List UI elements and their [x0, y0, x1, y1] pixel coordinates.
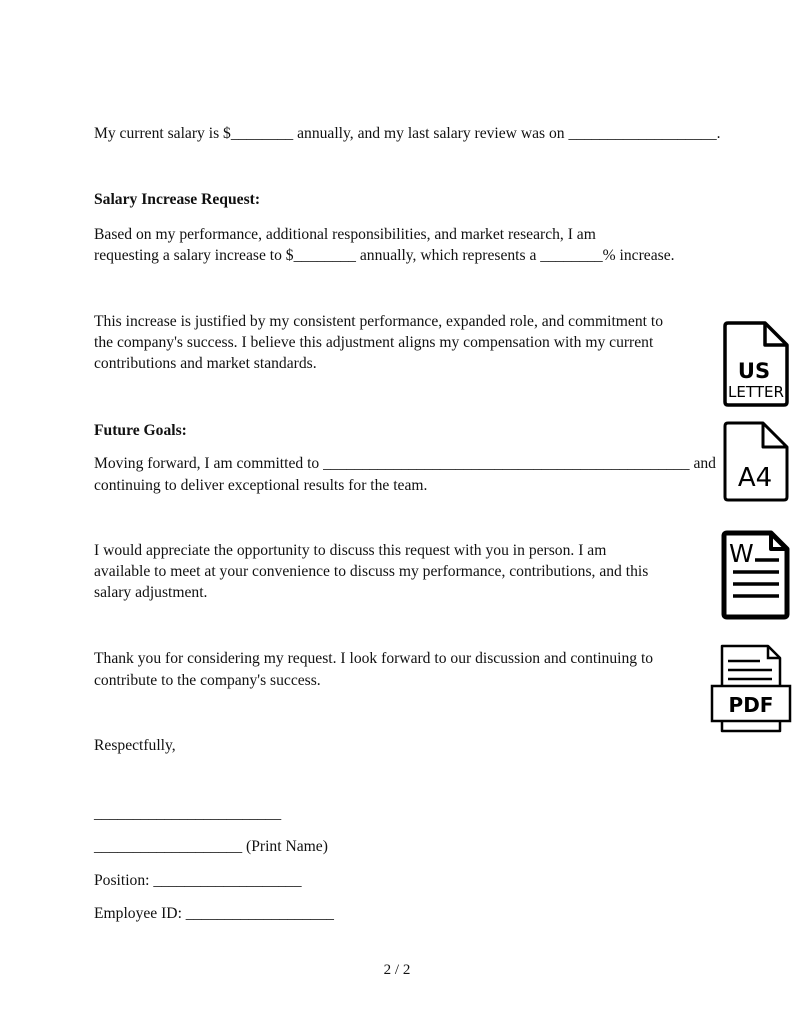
future-goals-line: Moving forward, I am committed to _______________________________________________ and	[94, 455, 716, 472]
salary-request-heading: Salary Increase Request:	[94, 191, 261, 208]
request-line: requesting a salary increase to $________ annually, which represents a ________% increase.	[94, 247, 675, 264]
print-name-line: ___________________ (Print Name)	[94, 838, 328, 855]
thanks-line: Thank you for considering my request. I look forward to our discussion and continuing to	[94, 650, 654, 667]
svg-text:A4: A4	[737, 463, 773, 493]
meeting-line: salary adjustment.	[94, 584, 208, 601]
us-letter-format-icon[interactable]	[723, 320, 791, 408]
request-line: Based on my performance, additional responsibilities, and market research, I am	[94, 226, 596, 243]
meeting-line: available to meet at your convenience to discuss my performance, contributions, and this	[94, 563, 649, 580]
svg-text:US: US	[737, 359, 771, 383]
word-document-icon[interactable]	[721, 530, 791, 622]
current-salary-text: My current salary is $________ annually, and my last salary review was on ___________________.	[94, 125, 721, 142]
signature-line: ________________________	[94, 805, 282, 822]
justification-line: the company's success. I believe this adjustment aligns my compensation with my current	[94, 334, 654, 351]
justification-line: This increase is justified by my consistent performance, expanded role, and commitment to	[94, 313, 664, 330]
position-line: Position: ___________________	[94, 872, 302, 889]
a4-format-icon[interactable]	[723, 420, 791, 504]
svg-text:PDF: PDF	[728, 693, 774, 717]
closing-text: Respectfully,	[94, 737, 176, 754]
page-number: 2 / 2	[383, 962, 411, 978]
pdf-document-icon[interactable]	[710, 643, 792, 735]
future-goals-heading: Future Goals:	[94, 422, 187, 439]
thanks-line: contribute to the company's success.	[94, 672, 321, 689]
svg-text:LETTER: LETTER	[728, 383, 784, 401]
future-goals-line: continuing to deliver exceptional results for the team.	[94, 477, 428, 494]
svg-text:W: W	[729, 539, 754, 568]
justification-line: contributions and market standards.	[94, 355, 317, 372]
meeting-line: I would appreciate the opportunity to discuss this request with you in person. I am	[94, 542, 607, 559]
employee-id-line: Employee ID: ___________________	[94, 905, 334, 922]
